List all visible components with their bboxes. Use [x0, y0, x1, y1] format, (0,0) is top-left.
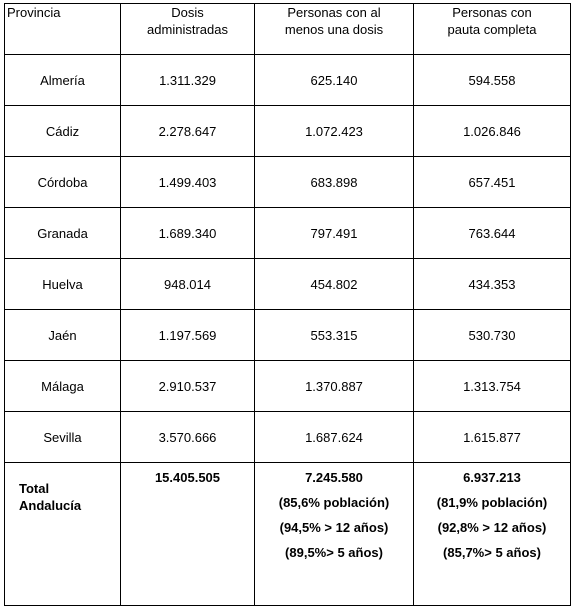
- cell-una-dosis: 683.898: [255, 157, 414, 208]
- total-completa-note: (92,8% > 12 años): [437, 520, 547, 535]
- cell-una-dosis: 1.687.624: [255, 412, 414, 463]
- total-label-line1: Total: [19, 481, 50, 496]
- header-una-dosis-line1: Personas con al: [287, 5, 381, 20]
- table-row: [5, 259, 571, 310]
- cell-completa: 763.644: [414, 208, 571, 259]
- total-dosis-value: 15.405.505: [154, 470, 221, 485]
- header-una-dosis: [255, 4, 414, 55]
- table-row: [5, 55, 571, 106]
- cell-una-dosis: 625.140: [255, 55, 414, 106]
- cell-provincia: Cádiz: [5, 106, 121, 157]
- total-una-dosis-note: (94,5% > 12 años): [279, 520, 389, 535]
- header-provincia: [5, 4, 121, 55]
- cell-dosis: 1.499.403: [121, 157, 255, 208]
- cell-completa: 1.313.754: [414, 361, 571, 412]
- total-una-dosis-value: 7.245.580: [305, 470, 363, 485]
- total-completa-note: (81,9% población): [436, 495, 548, 510]
- total-una-dosis-note: (89,5%> 5 años): [285, 545, 383, 560]
- header-dosis: [121, 4, 255, 55]
- table-row: [5, 310, 571, 361]
- header-una-dosis-line2: menos una dosis: [284, 22, 384, 37]
- cell-completa: 657.451: [414, 157, 571, 208]
- header-dosis-line2: administradas: [147, 22, 228, 37]
- table-row: [5, 106, 571, 157]
- cell-provincia: Huelva: [5, 259, 121, 310]
- cell-provincia: Sevilla: [5, 412, 121, 463]
- total-dosis: [121, 463, 255, 606]
- cell-dosis: 2.278.647: [121, 106, 255, 157]
- cell-dosis: 1.689.340: [121, 208, 255, 259]
- total-completa: [414, 463, 571, 606]
- table-row: [5, 208, 571, 259]
- table-row: [5, 412, 571, 463]
- cell-provincia: Jaén: [5, 310, 121, 361]
- total-label-line2: Andalucía: [19, 498, 82, 513]
- header-completa-line1: Personas con: [452, 5, 532, 20]
- header-completa: [414, 4, 571, 55]
- cell-dosis: 1.311.329: [121, 55, 255, 106]
- header-row: [5, 4, 571, 55]
- cell-completa: 594.558: [414, 55, 571, 106]
- cell-dosis: 1.197.569: [121, 310, 255, 361]
- cell-dosis: 2.910.537: [121, 361, 255, 412]
- header-completa-line2: pauta completa: [447, 22, 537, 37]
- header-provincia-label: Provincia: [7, 5, 61, 20]
- cell-dosis: 948.014: [121, 259, 255, 310]
- total-una-dosis: [255, 463, 414, 606]
- header-dosis-line1: Dosis: [171, 5, 204, 20]
- cell-provincia: Granada: [5, 208, 121, 259]
- cell-provincia: Córdoba: [5, 157, 121, 208]
- total-row: [5, 463, 571, 606]
- total-completa-note: (85,7%> 5 años): [443, 545, 541, 560]
- cell-completa: 434.353: [414, 259, 571, 310]
- table-row: [5, 361, 571, 412]
- total-una-dosis-note: (85,6% población): [278, 495, 390, 510]
- cell-una-dosis: 797.491: [255, 208, 414, 259]
- cell-provincia: Málaga: [5, 361, 121, 412]
- total-label: [5, 463, 121, 606]
- cell-completa: 530.730: [414, 310, 571, 361]
- cell-una-dosis: 553.315: [255, 310, 414, 361]
- cell-una-dosis: 1.370.887: [255, 361, 414, 412]
- vaccination-table: [4, 3, 571, 606]
- cell-completa: 1.615.877: [414, 412, 571, 463]
- cell-dosis: 3.570.666: [121, 412, 255, 463]
- cell-provincia: Almería: [5, 55, 121, 106]
- cell-una-dosis: 1.072.423: [255, 106, 414, 157]
- table-row: [5, 157, 571, 208]
- cell-completa: 1.026.846: [414, 106, 571, 157]
- total-completa-value: 6.937.213: [463, 470, 521, 485]
- cell-una-dosis: 454.802: [255, 259, 414, 310]
